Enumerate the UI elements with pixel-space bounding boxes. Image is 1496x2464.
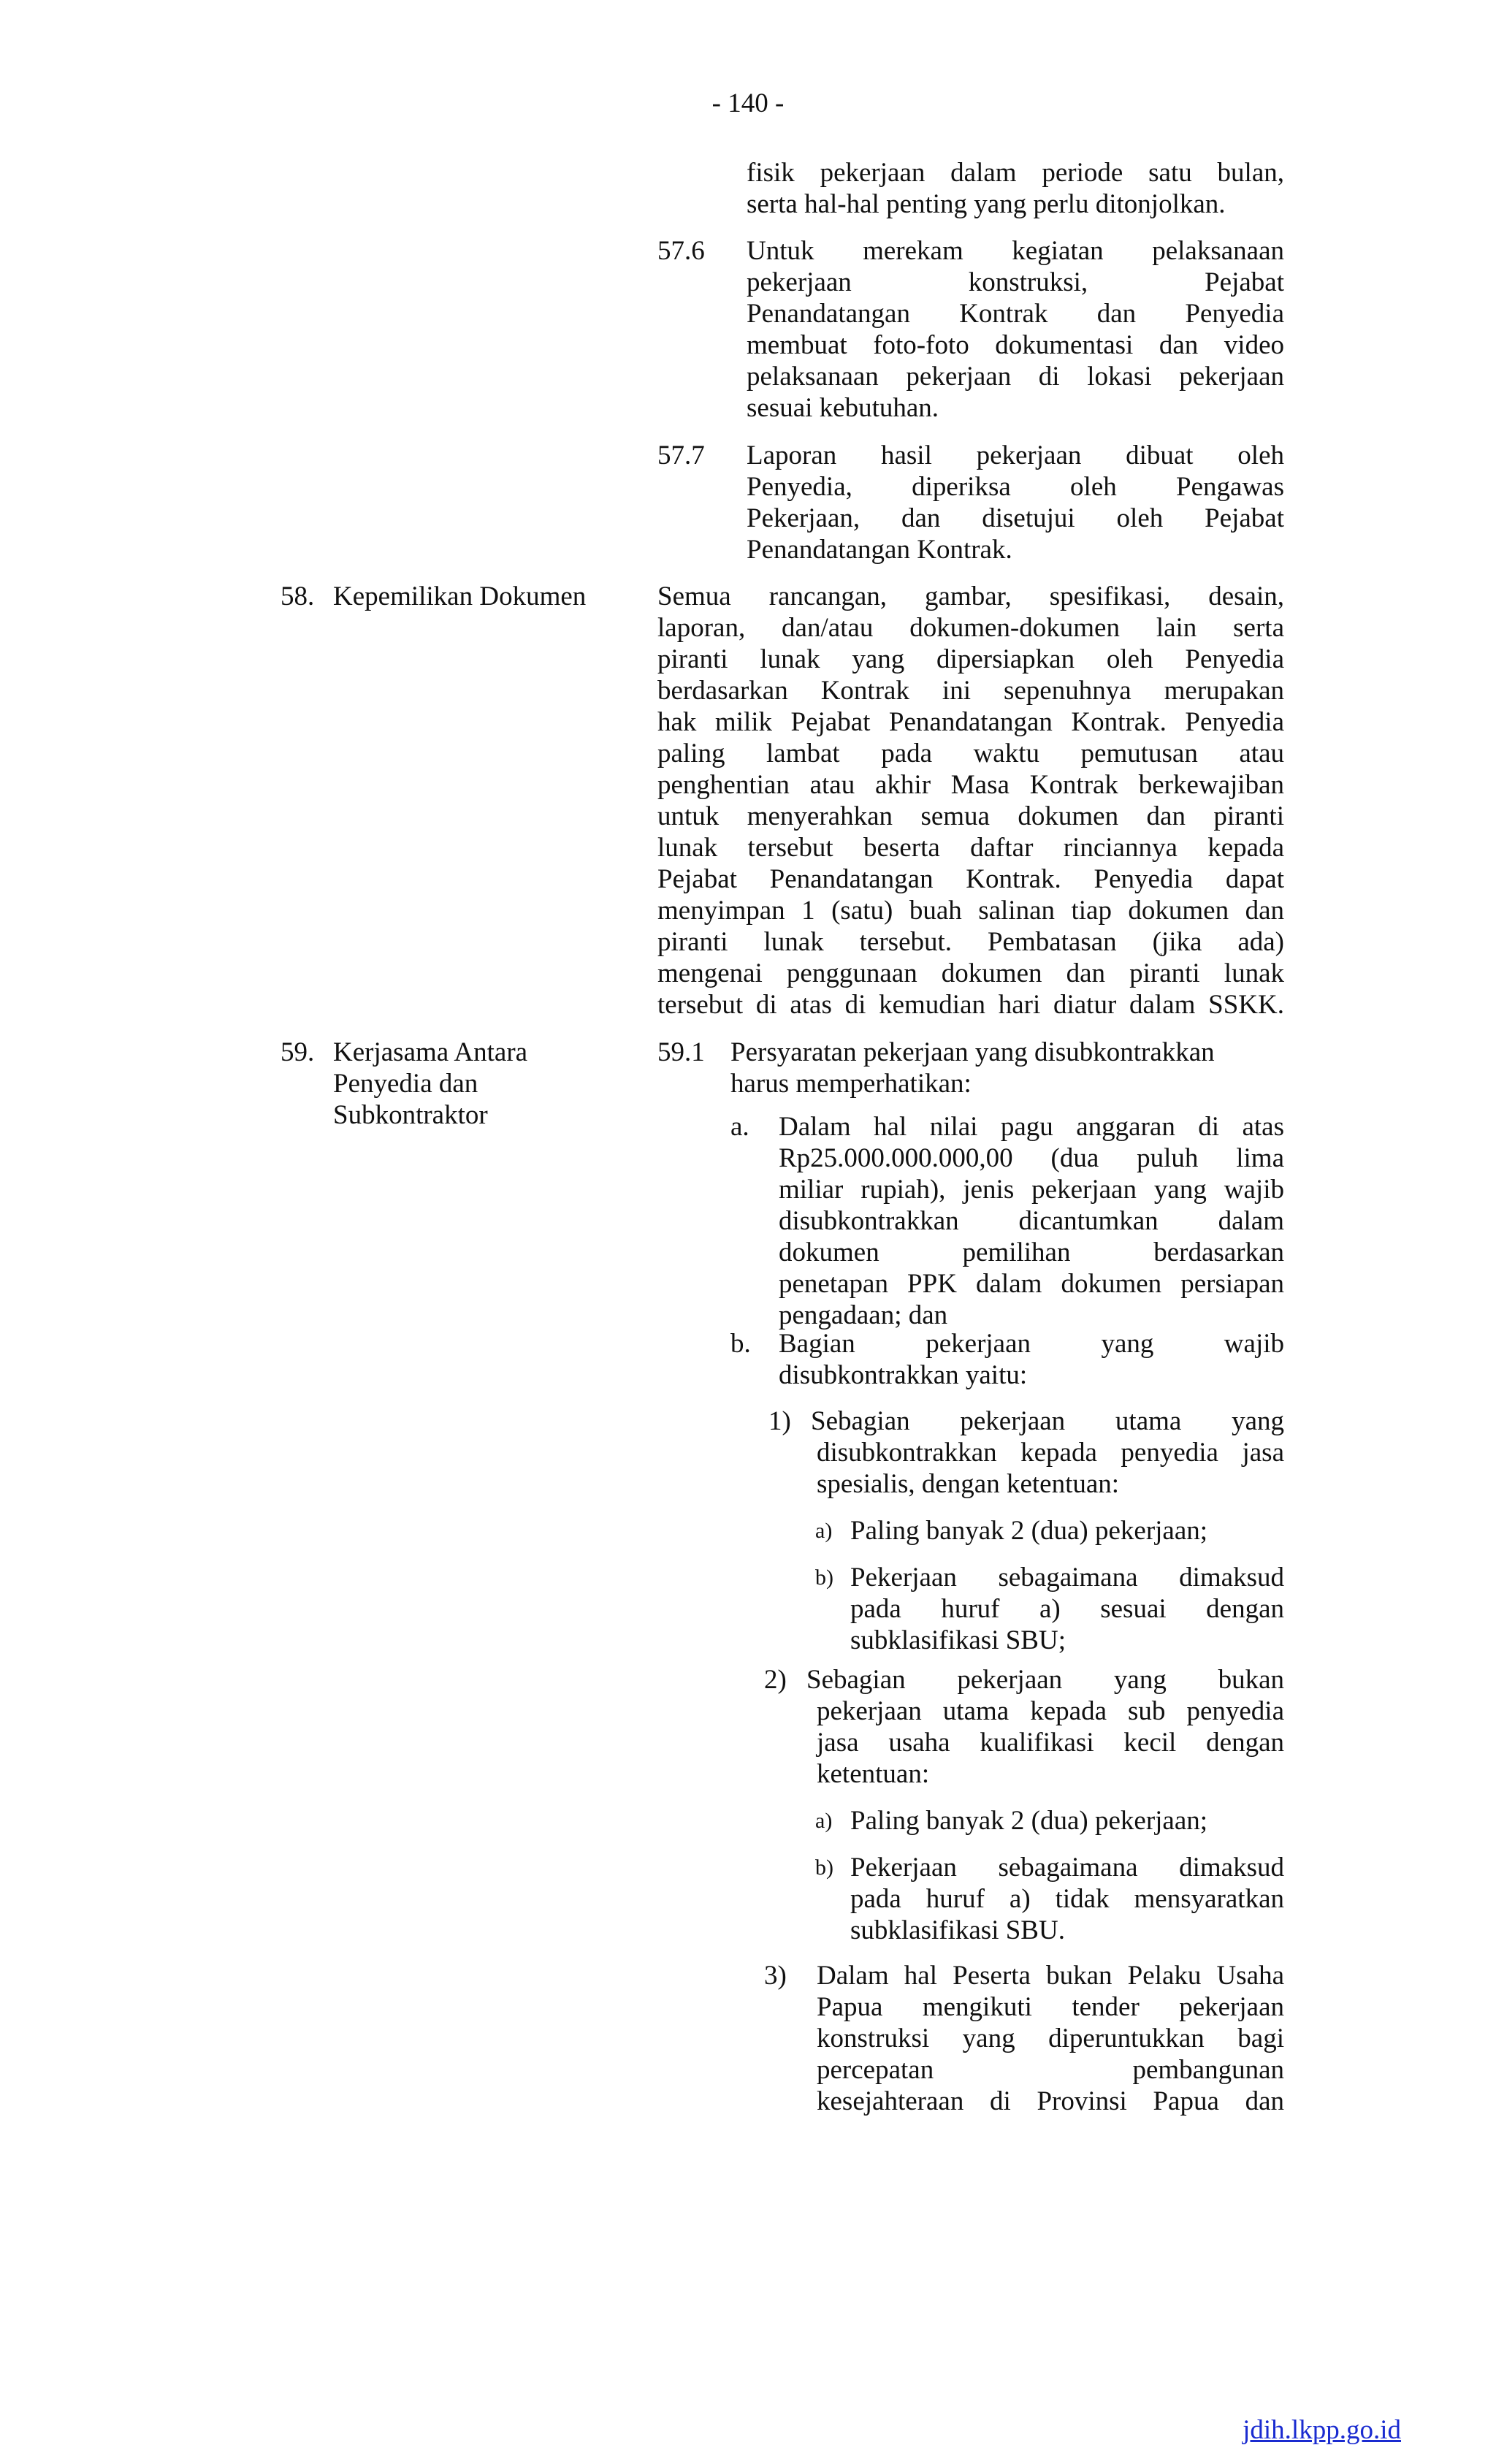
list-label: a): [815, 1519, 833, 1543]
text-line: serta hal-hal penting yang perlu ditonjolkan.: [747, 189, 1226, 219]
text-line: dokumen pemilihan berdasarkan: [779, 1237, 1284, 1267]
text-line: miliar rupiah), jenis pekerjaan yang wajib: [779, 1175, 1284, 1205]
list-label: a): [815, 1809, 833, 1833]
text-line: disubkontrakkan kepada penyedia jasa: [817, 1438, 1284, 1468]
text-line: konstruksi yang diperuntukkan bagi: [817, 2024, 1284, 2053]
section-number: 58.: [280, 581, 315, 611]
text-line: sesuai kebutuhan.: [747, 393, 939, 423]
source-link[interactable]: jdih.lkpp.go.id: [1243, 2415, 1401, 2445]
text-line: Persyaratan pekerjaan yang disubkontrakkan: [730, 1037, 1215, 1067]
text-line: Penandatangan Kontrak dan Penyedia: [747, 299, 1284, 329]
clause-number: 59.1: [657, 1037, 705, 1067]
text-line: piranti lunak yang dipersiapkan oleh Penyedia: [657, 644, 1284, 674]
text-line: penghentian atau akhir Masa Kontrak berkewajiban: [657, 770, 1284, 800]
text-line: Untuk merekam kegiatan pelaksanaan: [747, 236, 1284, 266]
text-line: pelaksanaan pekerjaan di lokasi pekerjaan: [747, 362, 1284, 392]
text-line: membuat foto-foto dokumentasi dan video: [747, 330, 1284, 360]
list-label: 2): [764, 1665, 787, 1695]
list-label: b): [815, 1855, 833, 1880]
text-line: Pekerjaan, dan disetujui oleh Pejabat: [747, 503, 1284, 533]
text-line: lunak tersebut beserta daftar rinciannya kepada: [657, 833, 1284, 863]
text-line: Paling banyak 2 (dua) pekerjaan;: [850, 1806, 1208, 1836]
text-line: pada huruf a) tidak mensyaratkan: [850, 1884, 1284, 1914]
text-line: Sebagian pekerjaan yang bukan: [806, 1665, 1284, 1695]
clause-number: 57.7: [657, 440, 705, 470]
section-title: Kerjasama Antara: [333, 1037, 528, 1067]
text-line: kesejahteraan di Provinsi Papua dan: [817, 2086, 1284, 2116]
text-line: mengenai penggunaan dokumen dan piranti lunak: [657, 958, 1284, 988]
text-line: Sebagian pekerjaan utama yang: [811, 1406, 1284, 1436]
list-label: b.: [730, 1329, 751, 1359]
text-line: pekerjaan konstruksi, Pejabat: [747, 267, 1284, 297]
text-line: spesialis, dengan ketentuan:: [817, 1469, 1120, 1499]
list-label: b): [815, 1565, 833, 1590]
text-line: Semua rancangan, gambar, spesifikasi, desain,: [657, 581, 1284, 611]
text-line: berdasarkan Kontrak ini sepenuhnya merupakan: [657, 676, 1284, 706]
section-title: Kepemilikan Dokumen: [333, 581, 587, 611]
text-line: pekerjaan utama kepada sub penyedia: [817, 1696, 1284, 1726]
list-label: 3): [764, 1961, 787, 1991]
text-line: Dalam hal Peserta bukan Pelaku Usaha: [817, 1961, 1284, 1991]
page-number: - 140 -: [711, 88, 785, 118]
text-line: Dalam hal nilai pagu anggaran di atas: [779, 1112, 1284, 1142]
text-line: hak milik Pejabat Penandatangan Kontrak. Penyedia: [657, 707, 1284, 737]
section-number: 59.: [280, 1037, 315, 1067]
text-line: Paling banyak 2 (dua) pekerjaan;: [850, 1516, 1208, 1546]
text-line: percepatan pembangunan: [817, 2055, 1284, 2085]
text-line: disubkontrakkan yaitu:: [779, 1360, 1028, 1390]
text-line: Laporan hasil pekerjaan dibuat oleh: [747, 440, 1284, 470]
text-line: Pekerjaan sebagaimana dimaksud: [850, 1563, 1284, 1593]
text-line: ketentuan:: [817, 1759, 930, 1789]
text-line: pengadaan; dan: [779, 1300, 948, 1330]
text-line: tersebut di atas di kemudian hari diatur dalam SSKK.: [657, 990, 1284, 1020]
text-line: subklasifikasi SBU;: [850, 1625, 1066, 1655]
text-line: laporan, dan/atau dokumen-dokumen lain serta: [657, 613, 1284, 643]
text-line: Pejabat Penandatangan Kontrak. Penyedia dapat: [657, 864, 1284, 894]
text-line: Papua mengikuti tender pekerjaan: [817, 1992, 1284, 2022]
text-line: pada huruf a) sesuai dengan: [850, 1594, 1284, 1624]
text-line: disubkontrakkan dicantumkan dalam: [779, 1206, 1284, 1236]
clause-number: 57.6: [657, 236, 705, 266]
text-line: harus memperhatikan:: [730, 1069, 972, 1099]
text-line: Rp25.000.000.000,00 (dua puluh lima: [779, 1143, 1284, 1173]
text-line: Penandatangan Kontrak.: [747, 535, 1012, 565]
text-line: untuk menyerahkan semua dokumen dan piranti: [657, 801, 1284, 831]
text-line: penetapan PPK dalam dokumen persiapan: [779, 1269, 1284, 1299]
text-line: piranti lunak tersebut. Pembatasan (jika ada): [657, 927, 1284, 957]
text-line: fisik pekerjaan dalam periode satu bulan,: [747, 158, 1284, 188]
text-line: menyimpan 1 (satu) buah salinan tiap dokumen dan: [657, 896, 1284, 926]
text-line: subklasifikasi SBU.: [850, 1915, 1065, 1945]
text-line: Pekerjaan sebagaimana dimaksud: [850, 1853, 1284, 1883]
section-title: Penyedia dan: [333, 1069, 478, 1099]
text-line: Penyedia, diperiksa oleh Pengawas: [747, 472, 1284, 502]
text-line: Bagian pekerjaan yang wajib: [779, 1329, 1284, 1359]
text-line: jasa usaha kualifikasi kecil dengan: [817, 1728, 1284, 1758]
text-line: paling lambat pada waktu pemutusan atau: [657, 739, 1284, 768]
section-title: Subkontraktor: [333, 1100, 488, 1130]
list-label: a.: [730, 1112, 749, 1142]
list-label: 1): [768, 1406, 791, 1436]
